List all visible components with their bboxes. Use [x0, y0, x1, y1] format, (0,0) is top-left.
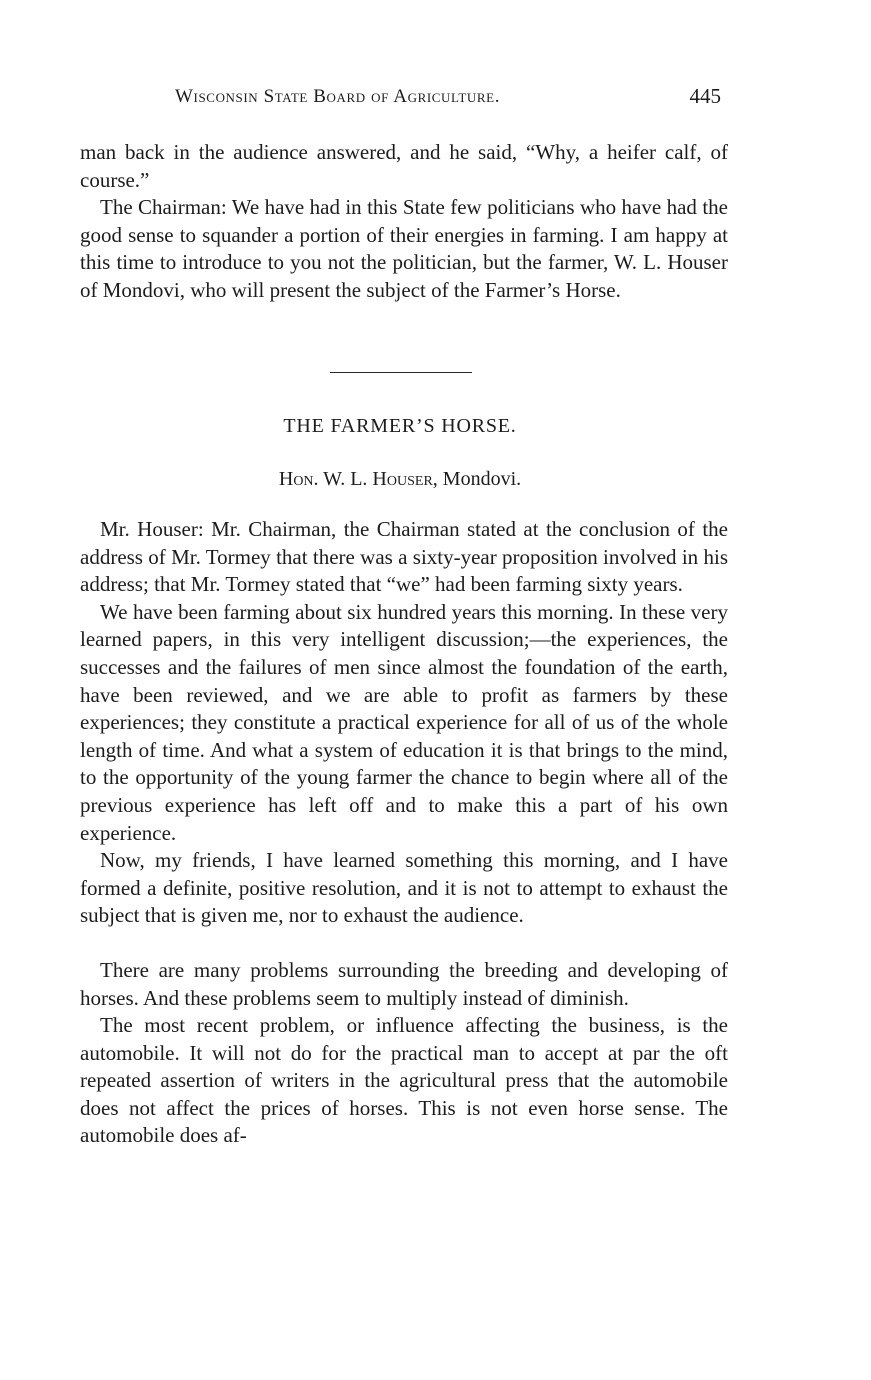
intro-paragraph-1: man back in the audience answered, and he said, “Why, a heifer calf, of course.” — [80, 140, 728, 192]
byline-name: Hon. W. L. Houser, — [278, 468, 438, 490]
section-divider — [330, 372, 472, 373]
article-title: THE FARMER’S HORSE. — [283, 415, 517, 437]
page-header — [0, 86, 871, 116]
article-body — [80, 516, 728, 1150]
byline-place: Mondovi. — [442, 468, 522, 490]
body-paragraph-1: Mr. Houser: Mr. Chairman, the Chairman stated at the conclusion of the address of Mr. Tormey that there was a sixty-year proposition involved in his address; that Mr. Tormey stated that “we” had been farming sixty years. — [80, 517, 728, 597]
body-paragraph-3: Now, my friends, I have learned something this morning, and I have formed a definite, positive resolution, and it is not to attempt to exhaust the subject that is given me, nor to exhaust the audience. — [80, 848, 728, 928]
intro-paragraph-2: The Chairman: We have had in this State few politicians who have had the good sense to squander a portion of their energies in farming. I am happy at this time to introduce to you not the politician, but the farmer, W. L. Houser of Mondovi, who will present the subject of the Farmer’s Horse. — [80, 195, 728, 302]
running-head: Wisconsin State Board of Agriculture. — [175, 86, 501, 107]
body-paragraph-4: There are many problems surrounding the breeding and developing of horses. And these problems seem to multiply instead of diminish. — [80, 957, 728, 1010]
body-paragraph-2: We have been farming about six hundred years this morning. In these very learned papers, in this very intelligent discussion;—the experiences, the successes and the failures of men since almost the foundation of the earth, have been reviewed, and we are able to profit as farmers by these experiences; they constitute a practical experience for all of us of the whole length of time. And what a system of education it is that brings to the mind, to the opportunity of the young farmer the chance to begin where all of the previous experience has left off and to make this a part of his own experience. — [80, 599, 728, 845]
article-byline — [0, 468, 800, 491]
body-paragraph-5: The most recent problem, or influence affecting the business, is the automobile. It will not do for the practical man to accept at par the oft repeated assertion of writers in the agricultural press that the automobile does not affect the prices of horses. This is not even horse sense. The automobile does af- — [80, 1013, 728, 1148]
page-number: 445 — [689, 84, 721, 108]
intro-text — [80, 139, 728, 305]
